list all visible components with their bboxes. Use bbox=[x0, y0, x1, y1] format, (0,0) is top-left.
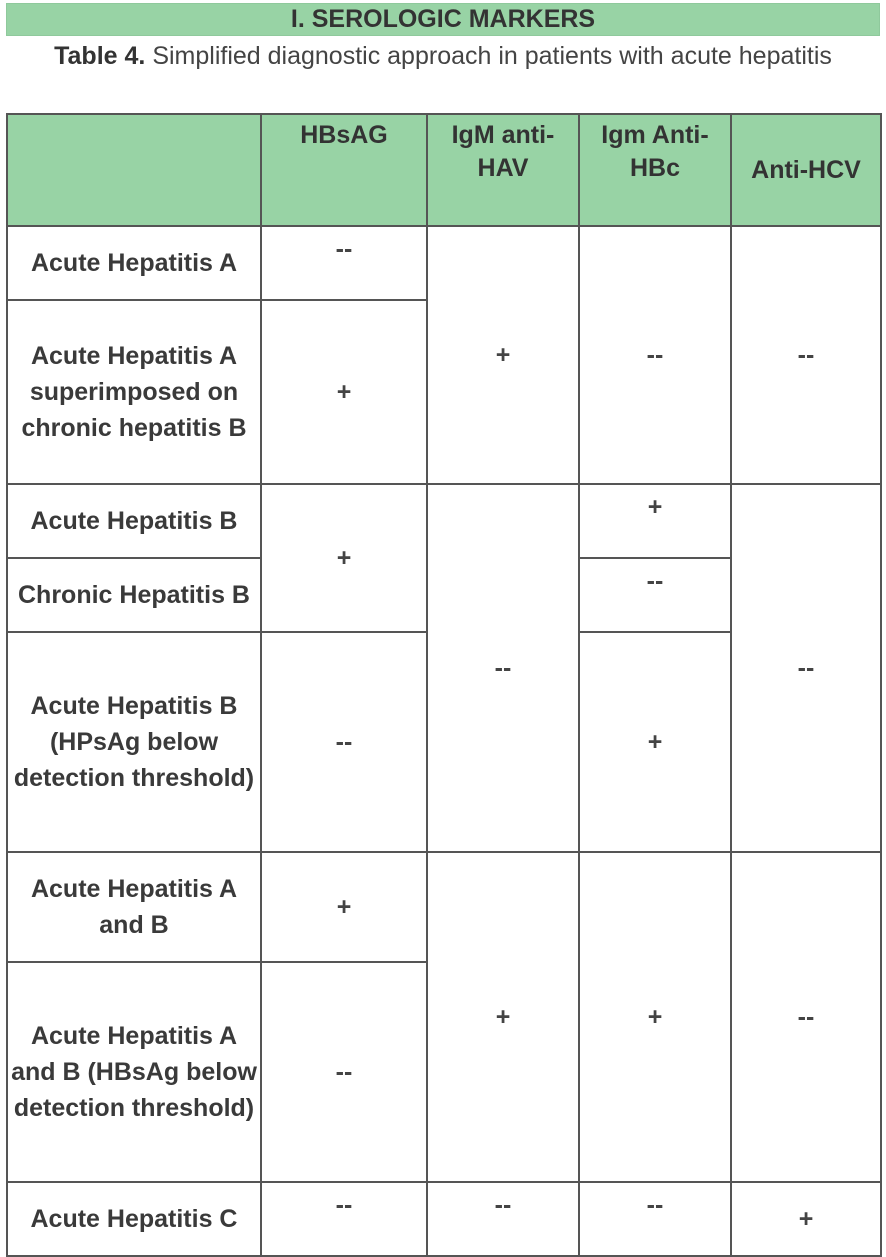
row-label: Acute Hepatitis B bbox=[7, 484, 261, 558]
cell-anti-hcv: -- bbox=[731, 852, 881, 1182]
row-label: Acute Hepatitis C bbox=[7, 1182, 261, 1256]
cell-hbsag: -- bbox=[261, 226, 427, 300]
cell-hbsag: + bbox=[261, 484, 427, 632]
cell-hbsag: + bbox=[261, 852, 427, 962]
row-label: Acute Hepatitis A and B (HBsAg below detection threshold) bbox=[7, 962, 261, 1182]
cell-igm-anti-hbc: + bbox=[579, 632, 731, 852]
cell-igm-anti-hav: -- bbox=[427, 484, 579, 852]
row-label: Chronic Hepatitis B bbox=[7, 558, 261, 632]
column-header: Igm Anti-HBc bbox=[579, 114, 731, 226]
column-header: HBsAG bbox=[261, 114, 427, 226]
cell-igm-anti-hav: + bbox=[427, 852, 579, 1182]
cell-hbsag: + bbox=[261, 300, 427, 484]
table-row bbox=[7, 226, 881, 300]
serologic-markers-table bbox=[6, 113, 882, 1257]
section-title: I. SEROLOGIC MARKERS bbox=[6, 3, 880, 36]
cell-igm-anti-hbc: -- bbox=[579, 558, 731, 632]
cell-igm-anti-hav: -- bbox=[427, 1182, 579, 1256]
cell-hbsag: -- bbox=[261, 962, 427, 1182]
table-header-row bbox=[7, 114, 881, 226]
table-title: Simplified diagnostic approach in patients with acute hepatitis bbox=[152, 42, 832, 70]
cell-igm-anti-hbc: + bbox=[579, 484, 731, 558]
cell-anti-hcv: -- bbox=[731, 484, 881, 852]
row-label: Acute Hepatitis A superimposed on chronic hepatitis B bbox=[7, 300, 261, 484]
cell-igm-anti-hbc: -- bbox=[579, 226, 731, 484]
corner-header-cell bbox=[7, 114, 261, 226]
cell-hbsag: -- bbox=[261, 632, 427, 852]
column-header: IgM anti-HAV bbox=[427, 114, 579, 226]
row-label: Acute Hepatitis B (HPsAg below detection threshold) bbox=[7, 632, 261, 852]
column-header: Anti-HCV bbox=[731, 114, 881, 226]
cell-igm-anti-hav: + bbox=[427, 226, 579, 484]
row-label: Acute Hepatitis A and B bbox=[7, 852, 261, 962]
table-row bbox=[7, 1182, 881, 1256]
cell-anti-hcv: -- bbox=[731, 226, 881, 484]
table-row bbox=[7, 852, 881, 962]
cell-igm-anti-hbc: -- bbox=[579, 1182, 731, 1256]
cell-igm-anti-hbc: + bbox=[579, 852, 731, 1182]
cell-anti-hcv: + bbox=[731, 1182, 881, 1256]
row-label: Acute Hepatitis A bbox=[7, 226, 261, 300]
table-row bbox=[7, 484, 881, 558]
table-caption bbox=[6, 40, 880, 72]
table-label: Table 4. bbox=[54, 42, 146, 70]
cell-hbsag: -- bbox=[261, 1182, 427, 1256]
